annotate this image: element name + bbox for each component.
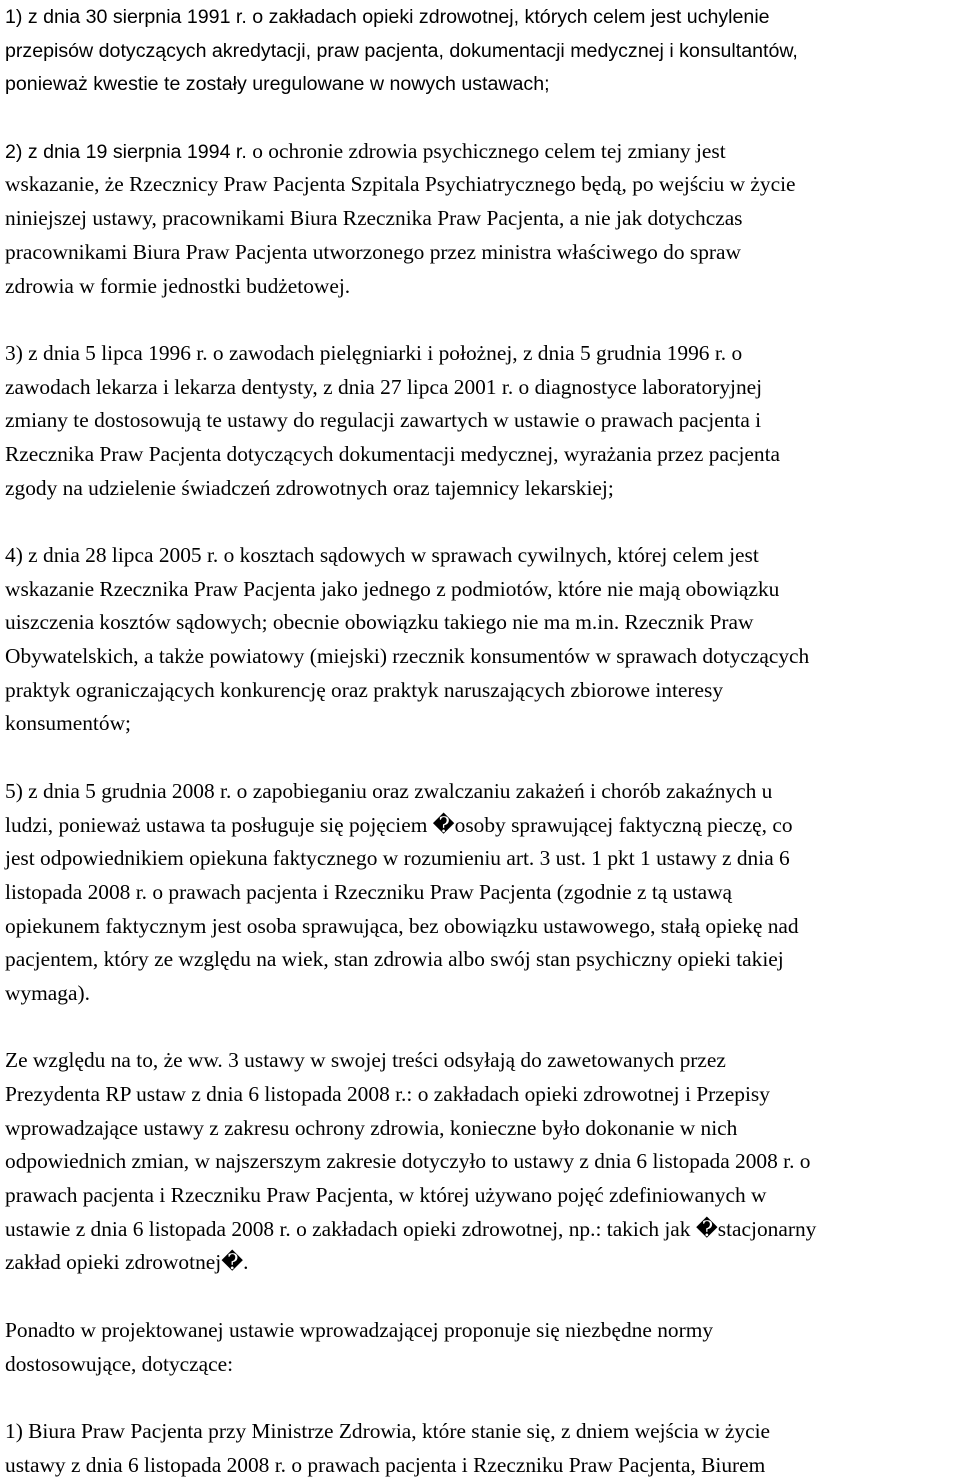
text-line [5, 168, 957, 202]
paragraph-spacer [5, 101, 957, 135]
text-segment: Ponadto w projektowanej ustawie wprowadzającej proponuje się niezbędne normy [5, 1317, 714, 1342]
text-segment: pacjentem, który ze względu na wiek, stan zdrowia albo swój stan psychiczny opieki takiej [5, 947, 784, 972]
text-line [5, 910, 957, 944]
text-line [5, 0, 957, 34]
text-line [5, 337, 957, 371]
paragraph [5, 1415, 957, 1482]
text-line [5, 1449, 957, 1482]
paragraph-spacer [5, 505, 957, 539]
text-line [5, 876, 957, 910]
text-line [5, 236, 957, 270]
text-line [5, 1112, 957, 1146]
text-segment: ustawie z dnia 6 listopada 2008 r. o zakładach opieki zdrowotnej, np.: takich jak �stacjonarny [5, 1216, 817, 1241]
text-line [5, 270, 957, 304]
text-segment: prawach pacjenta i Rzeczniku Praw Pacjenta, w której używano pojęć zdefiniowanych w [5, 1183, 767, 1208]
text-line [5, 67, 957, 101]
text-segment: zawodach lekarza i lekarza dentysty, z dnia 27 lipca 2001 r. o diagnostyce laboratoryjnej [5, 374, 763, 399]
text-segment: 3) z dnia 5 lipca 1996 r. o zawodach pielęgniarki i położnej, z dnia 5 grudnia 1996 r. o [5, 340, 743, 365]
text-segment: wskazanie Rzecznika Praw Pacjenta jako jednego z podmiotów, które nie mają obowiązku [5, 576, 780, 601]
text-line [5, 1213, 957, 1247]
text-segment: ponieważ kwestie te zostały uregulowane w nowych ustawach; [5, 73, 550, 96]
text-line [5, 404, 957, 438]
text-line [5, 34, 957, 68]
text-line [5, 1415, 957, 1449]
text-segment: zakład opieki zdrowotnej�. [5, 1250, 249, 1275]
paragraph [5, 337, 957, 505]
paragraph-spacer [5, 1280, 957, 1314]
text-segment: ludzi, ponieważ ustawa ta posługuje się pojęciem �osoby sprawującej faktyczną pieczę, co [5, 812, 793, 837]
paragraph [5, 0, 957, 101]
text-segment: o ochronie zdrowia psychicznego celem tej zmiany jest [252, 138, 726, 163]
text-line [5, 707, 957, 741]
text-segment: Prezydenta RP ustaw z dnia 6 listopada 2008 r.: o zakładach opieki zdrowotnej i Przepisy [5, 1082, 770, 1106]
paragraph-spacer [5, 741, 957, 775]
text-segment: opiekunem faktycznym jest osoba sprawująca, bez obowiązku ustawowego, stałą opiekę nad [5, 913, 799, 938]
text-line [5, 472, 957, 506]
text-segment: przepisów dotyczących akredytacji, praw pacjenta, dokumentacji medycznej i konsultantów, [5, 39, 798, 62]
text-segment: pracownikami Biura Praw Pacjenta utworzonego przez ministra właściwego do spraw [5, 239, 741, 264]
text-segment: konsumentów; [5, 711, 131, 736]
text-segment: Ze względu na to, że ww. 3 ustawy w swojej treści odsyłają do zawetowanych przez [5, 1048, 726, 1073]
text-line [5, 438, 957, 472]
text-segment: Obywatelskich, a także powiatowy (miejski) rzecznik konsumentów w sprawach dotyczących [5, 644, 810, 669]
text-segment: wskazanie, że Rzecznicy Praw Pacjenta Szpitala Psychiatrycznego będą, po wejściu w życie [5, 172, 796, 197]
paragraph-spacer [5, 1011, 957, 1045]
text-segment: zmiany te dostosowują te ustawy do regulacji zawartych w ustawie o prawach pacjenta i [5, 408, 762, 433]
paragraph [5, 775, 957, 1011]
paragraph [5, 539, 957, 741]
text-segment: wprowadzające ustawy z zakresu ochrony zdrowia, konieczne było dokonanie w nich [5, 1115, 738, 1140]
text-line [5, 202, 957, 236]
text-segment: wymaga). [5, 980, 90, 1005]
text-line [5, 606, 957, 640]
text-line [5, 809, 957, 843]
text-segment: zdrowia w formie jednostki budżetowej. [5, 273, 351, 298]
text-segment: jest odpowiednikiem opiekuna faktycznego w rozumieniu art. 3 ust. 1 pkt 1 ustawy z dnia 6 [5, 846, 790, 871]
text-line [5, 539, 957, 573]
text-segment: praktyk ograniczających konkurencję oraz praktyk naruszających zbiorowe interesy [5, 677, 724, 702]
text-line [5, 977, 957, 1011]
text-line [5, 1078, 957, 1112]
text-line [5, 135, 957, 169]
text-line [5, 573, 957, 607]
text-segment: niniejszej ustawy, pracownikami Biura Rzecznika Praw Pacjenta, a nie jak dotychczas [5, 206, 743, 231]
text-line [5, 640, 957, 674]
text-line [5, 371, 957, 405]
text-line [5, 1246, 957, 1280]
text-segment: 1) z dnia 30 sierpnia 1991 r. o zakładach opieki zdrowotnej, których celem jest uchylenie [5, 6, 770, 28]
text-segment: 1) Biura Praw Pacjenta przy Ministrze Zdrowia, które stanie się, z dniem wejścia w życie [5, 1418, 771, 1443]
text-line [5, 1348, 957, 1382]
paragraph [5, 135, 957, 303]
text-line [5, 842, 957, 876]
text-segment: 5) z dnia 5 grudnia 2008 r. o zapobieganiu oraz zwalczaniu zakażeń i chorób zakaźnych u [5, 778, 773, 803]
document-page [5, 0, 957, 1482]
paragraph [5, 1044, 957, 1280]
text-segment: 4) z dnia 28 lipca 2005 r. o kosztach sądowych w sprawach cywilnych, której celem jest [5, 543, 759, 567]
text-line [5, 1179, 957, 1213]
text-segment: ustawy z dnia 6 listopada 2008 r. o prawach pacjenta i Rzeczniku Praw Pacjenta, Biurem [5, 1452, 766, 1477]
text-segment: 2) z dnia 19 sierpnia 1994 r. [5, 140, 253, 163]
text-line [5, 1145, 957, 1179]
text-line [5, 943, 957, 977]
text-line [5, 775, 957, 809]
text-segment: dostosowujące, dotyczące: [5, 1351, 234, 1376]
paragraph-spacer [5, 303, 957, 337]
text-segment: Rzecznika Praw Pacjenta dotyczących dokumentacji medycznej, wyrażania przez pacjenta [5, 441, 781, 466]
text-segment: odpowiednich zmian, w najszerszym zakresie dotyczyło to ustawy z dnia 6 listopada 2008 r. o [5, 1149, 811, 1174]
text-line [5, 1044, 957, 1078]
paragraph-spacer [5, 1381, 957, 1415]
text-segment: listopada 2008 r. o prawach pacjenta i Rzeczniku Praw Pacjenta (zgodnie z tą ustawą [5, 879, 733, 904]
text-line [5, 674, 957, 708]
text-segment: uiszczenia kosztów sądowych; obecnie obowiązku takiego nie ma m.in. Rzecznik Praw [5, 610, 754, 635]
paragraph [5, 1314, 957, 1381]
text-segment: zgody na udzielenie świadczeń zdrowotnych oraz tajemnicy lekarskiej; [5, 475, 614, 500]
text-line [5, 1314, 957, 1348]
